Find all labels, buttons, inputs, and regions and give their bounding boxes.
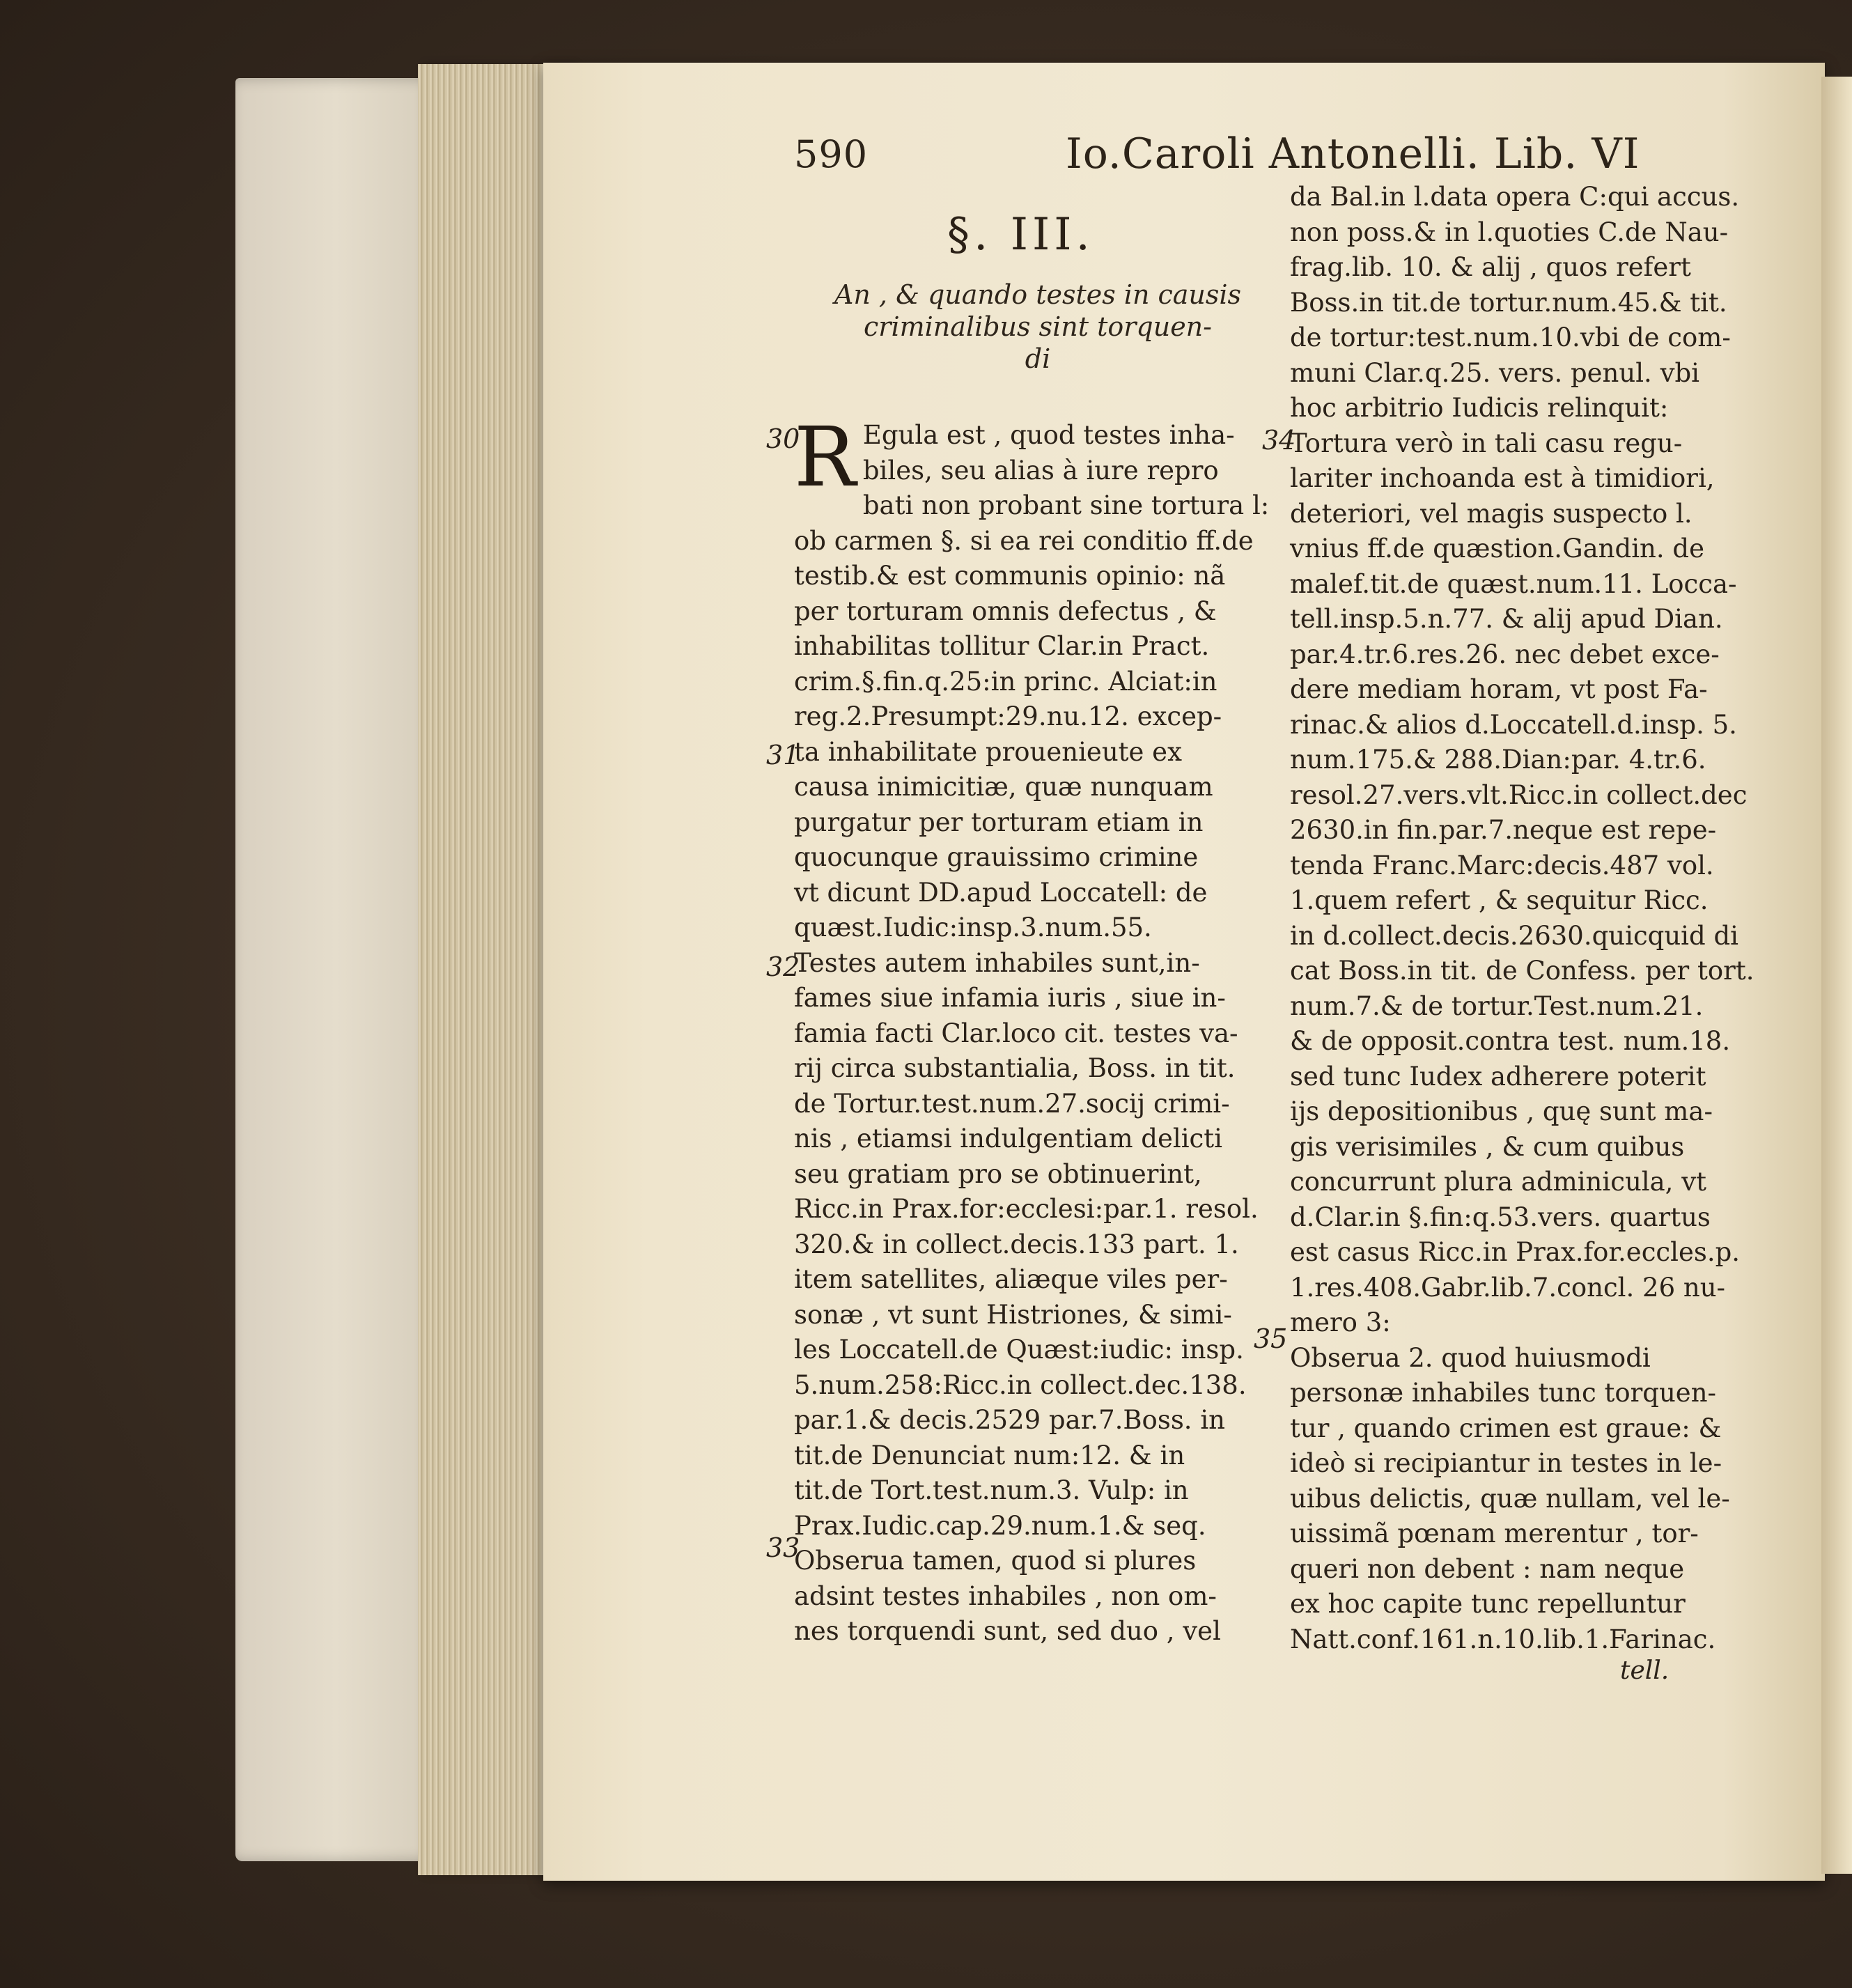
text-line: testib.& est communis opinio: nã bbox=[794, 561, 1226, 591]
text-line: hoc arbitrio Iudicis relinquit: bbox=[1290, 393, 1669, 423]
text-line: queri non debent : nam neque bbox=[1290, 1553, 1685, 1584]
text-line: par.1.& decis.2529 par.7.Boss. in bbox=[794, 1405, 1225, 1435]
text-line: Ricc.in Prax.for:ecclesi:par.1. resol. bbox=[794, 1194, 1259, 1224]
text-line: 5.num.258:Ricc.in collect.dec.138. bbox=[794, 1369, 1247, 1400]
text-column-left bbox=[794, 409, 1270, 1649]
text-line: purgatur per torturam etiam in bbox=[794, 807, 1204, 837]
text-line: Natt.conf.161.n.10.lib.1.Farinac. bbox=[1290, 1624, 1716, 1654]
text-line: & de opposit.contra test. num.18. bbox=[1290, 1026, 1731, 1056]
text-line: frag.lib. 10. & alij , quos refert bbox=[1290, 252, 1691, 282]
text-line: ex hoc capite tunc repelluntur bbox=[1290, 1589, 1686, 1619]
text-line: 1.quem refert , & sequitur Ricc. bbox=[1290, 885, 1709, 915]
subtitle-line: An , & quando testes in causis bbox=[834, 279, 1242, 310]
drop-cap: R bbox=[794, 409, 856, 505]
text-line: 2630.in fin.par.7.neque est repe- bbox=[1290, 815, 1717, 845]
text-line: inhabilitas tollitur Clar.in Pract. bbox=[794, 631, 1210, 661]
subtitle-line: criminalibus sint torquen- bbox=[864, 311, 1212, 342]
text-line: ijs depositionibus , quę sunt ma- bbox=[1290, 1096, 1713, 1126]
text-line: quocunque grauissimo crimine bbox=[794, 842, 1199, 872]
text-line: 320.& in collect.decis.133 part. 1. bbox=[794, 1229, 1239, 1259]
catchword: tell. bbox=[1620, 1656, 1670, 1685]
section-title: §. III. bbox=[947, 209, 1094, 261]
text-line: tur , quando crimen est graue: & bbox=[1290, 1413, 1722, 1443]
text-line: de Tortur.test.num.27.socij crimi- bbox=[794, 1088, 1230, 1119]
text-line: per torturam omnis defectus , & bbox=[794, 596, 1217, 626]
text-line: par.4.tr.6.res.26. nec debet exce- bbox=[1290, 639, 1720, 669]
running-header bbox=[794, 125, 1783, 188]
text-line: gis verisimiles , & cum quibus bbox=[1290, 1131, 1685, 1162]
text-line: crim.§.fin.q.25:in princ. Alciat:in bbox=[794, 666, 1217, 697]
text-line: vt dicunt DD.apud Loccatell: de bbox=[794, 877, 1208, 908]
section-subtitle bbox=[801, 279, 1275, 375]
text-line: 1.res.408.Gabr.lib.7.concl. 26 nu- bbox=[1290, 1272, 1726, 1303]
text-line: nes torquendi sunt, sed duo , vel bbox=[794, 1616, 1221, 1646]
text-line: biles, seu alias à iure repro bbox=[862, 455, 1219, 486]
text-column-right bbox=[1290, 180, 1757, 1657]
text-line: sonæ , vt sunt Histriones, & simi- bbox=[794, 1299, 1232, 1330]
text-line: non poss.& in l.quoties C.de Nau- bbox=[1290, 217, 1729, 247]
text-line: nis , etiamsi indulgentiam delicti bbox=[794, 1124, 1222, 1154]
margin-number: 34 bbox=[1262, 425, 1296, 456]
text-line: concurrunt plura adminicula, vt bbox=[1290, 1167, 1706, 1197]
text-line: Obserua tamen, quod si plures bbox=[794, 1546, 1197, 1576]
text-line: tit.de Tort.test.num.3. Vulp: in bbox=[794, 1475, 1189, 1505]
text-line: tell.insp.5.n.77. & alij apud Dian. bbox=[1290, 604, 1723, 634]
text-line: d.Clar.in §.fin:q.53.vers. quartus bbox=[1290, 1202, 1711, 1232]
text-line: famia facti Clar.loco cit. testes va- bbox=[794, 1018, 1238, 1048]
text-line: personæ inhabiles tunc torquen- bbox=[1290, 1378, 1717, 1408]
text-line: resol.27.vers.vlt.Ricc.in collect.dec bbox=[1290, 779, 1748, 810]
text-line: adsint testes inhabiles , non om- bbox=[794, 1581, 1217, 1611]
text-line: causa inimicitiæ, quæ nunquam bbox=[794, 772, 1213, 802]
text-line: num.7.& de tortur.Test.num.21. bbox=[1290, 991, 1704, 1021]
text-line: item satellites, aliæque viles per- bbox=[794, 1264, 1228, 1294]
text-line: rinac.& alios d.Loccatell.d.insp. 5. bbox=[1290, 709, 1737, 740]
text-line: in d.collect.decis.2630.quicquid di bbox=[1290, 920, 1738, 951]
text-line: ob carmen §. si ea rei conditio ff.de bbox=[794, 525, 1254, 556]
text-line: est casus Ricc.in Prax.for.eccles.p. bbox=[1290, 1237, 1741, 1267]
text-line: fames siue infamia iuris , siue in- bbox=[794, 983, 1226, 1013]
text-line: reg.2.Presumpt:29.nu.12. excep- bbox=[794, 701, 1222, 731]
text-line: deteriori, vel magis suspecto l. bbox=[1290, 498, 1693, 529]
text-line: bati non probant sine tortura l: bbox=[862, 490, 1270, 520]
margin-number: 32 bbox=[766, 952, 800, 982]
text-line: tit.de Denunciat num:12. & in bbox=[794, 1440, 1185, 1470]
text-line: seu gratiam pro se obtinuerint, bbox=[794, 1158, 1202, 1189]
margin-number: 31 bbox=[766, 740, 800, 770]
text-line: malef.tit.de quæst.num.11. Locca- bbox=[1290, 568, 1737, 599]
text-line: mero 3: bbox=[1290, 1307, 1391, 1337]
margin-number: 30 bbox=[766, 424, 800, 454]
text-line: cat Boss.in tit. de Confess. per tort. bbox=[1290, 956, 1754, 986]
text-line: uissimã pœnam merentur , tor- bbox=[1290, 1519, 1699, 1548]
text-line: lariter inchoanda est à timidiori, bbox=[1290, 463, 1715, 493]
running-title: Io.Caroli Antonelli. Lib. VI bbox=[1066, 130, 1640, 178]
subtitle-line: di bbox=[1025, 343, 1051, 374]
text-line: muni Clar.q.25. vers. penul. vbi bbox=[1290, 357, 1699, 388]
text-line: ideò si recipiantur in testes in le- bbox=[1290, 1448, 1722, 1478]
margin-number: 35 bbox=[1254, 1323, 1288, 1354]
facing-page-edge bbox=[1821, 77, 1852, 1874]
text-line: les Loccatell.de Quæst:iudic: insp. bbox=[794, 1335, 1244, 1365]
text-line: Testes autem inhabiles sunt,in- bbox=[794, 947, 1200, 978]
text-line: tenda Franc.Marc:decis.487 vol. bbox=[1290, 850, 1714, 880]
text-line: de tortur:test.num.10.vbi de com- bbox=[1290, 323, 1731, 352]
text-line: sed tunc Iudex adherere poterit bbox=[1290, 1061, 1706, 1092]
text-line: uibus delictis, quæ nullam, vel le- bbox=[1290, 1483, 1730, 1514]
text-line: Obserua 2. quod huiusmodi bbox=[1290, 1342, 1651, 1373]
text-line: R Egula est , quod testes inha- bbox=[794, 409, 1235, 505]
margin-number: 33 bbox=[766, 1532, 800, 1563]
text-line: dere mediam horam, vt post Fa- bbox=[1290, 674, 1708, 704]
text-line: Prax.Iudic.cap.29.num.1.& seq. bbox=[794, 1510, 1206, 1541]
text-line: ta inhabilitate prouenieute ex bbox=[794, 736, 1182, 767]
text-line: rij circa substantialia, Boss. in tit. bbox=[794, 1053, 1236, 1083]
text-line: num.175.& 288.Dian:par. 4.tr.6. bbox=[1290, 745, 1706, 775]
text-line: vnius ff.de quæstion.Gandin. de bbox=[1290, 534, 1704, 564]
text-line: Tortura verò in tali casu regu- bbox=[1290, 428, 1683, 458]
text-line: Boss.in tit.de tortur.num.45.& tit. bbox=[1290, 287, 1727, 318]
page-number: 590 bbox=[794, 132, 869, 176]
text-line: quæst.Iudic:insp.3.num.55. bbox=[794, 913, 1152, 942]
text-line: da Bal.in l.data opera C:qui accus. bbox=[1290, 182, 1740, 212]
